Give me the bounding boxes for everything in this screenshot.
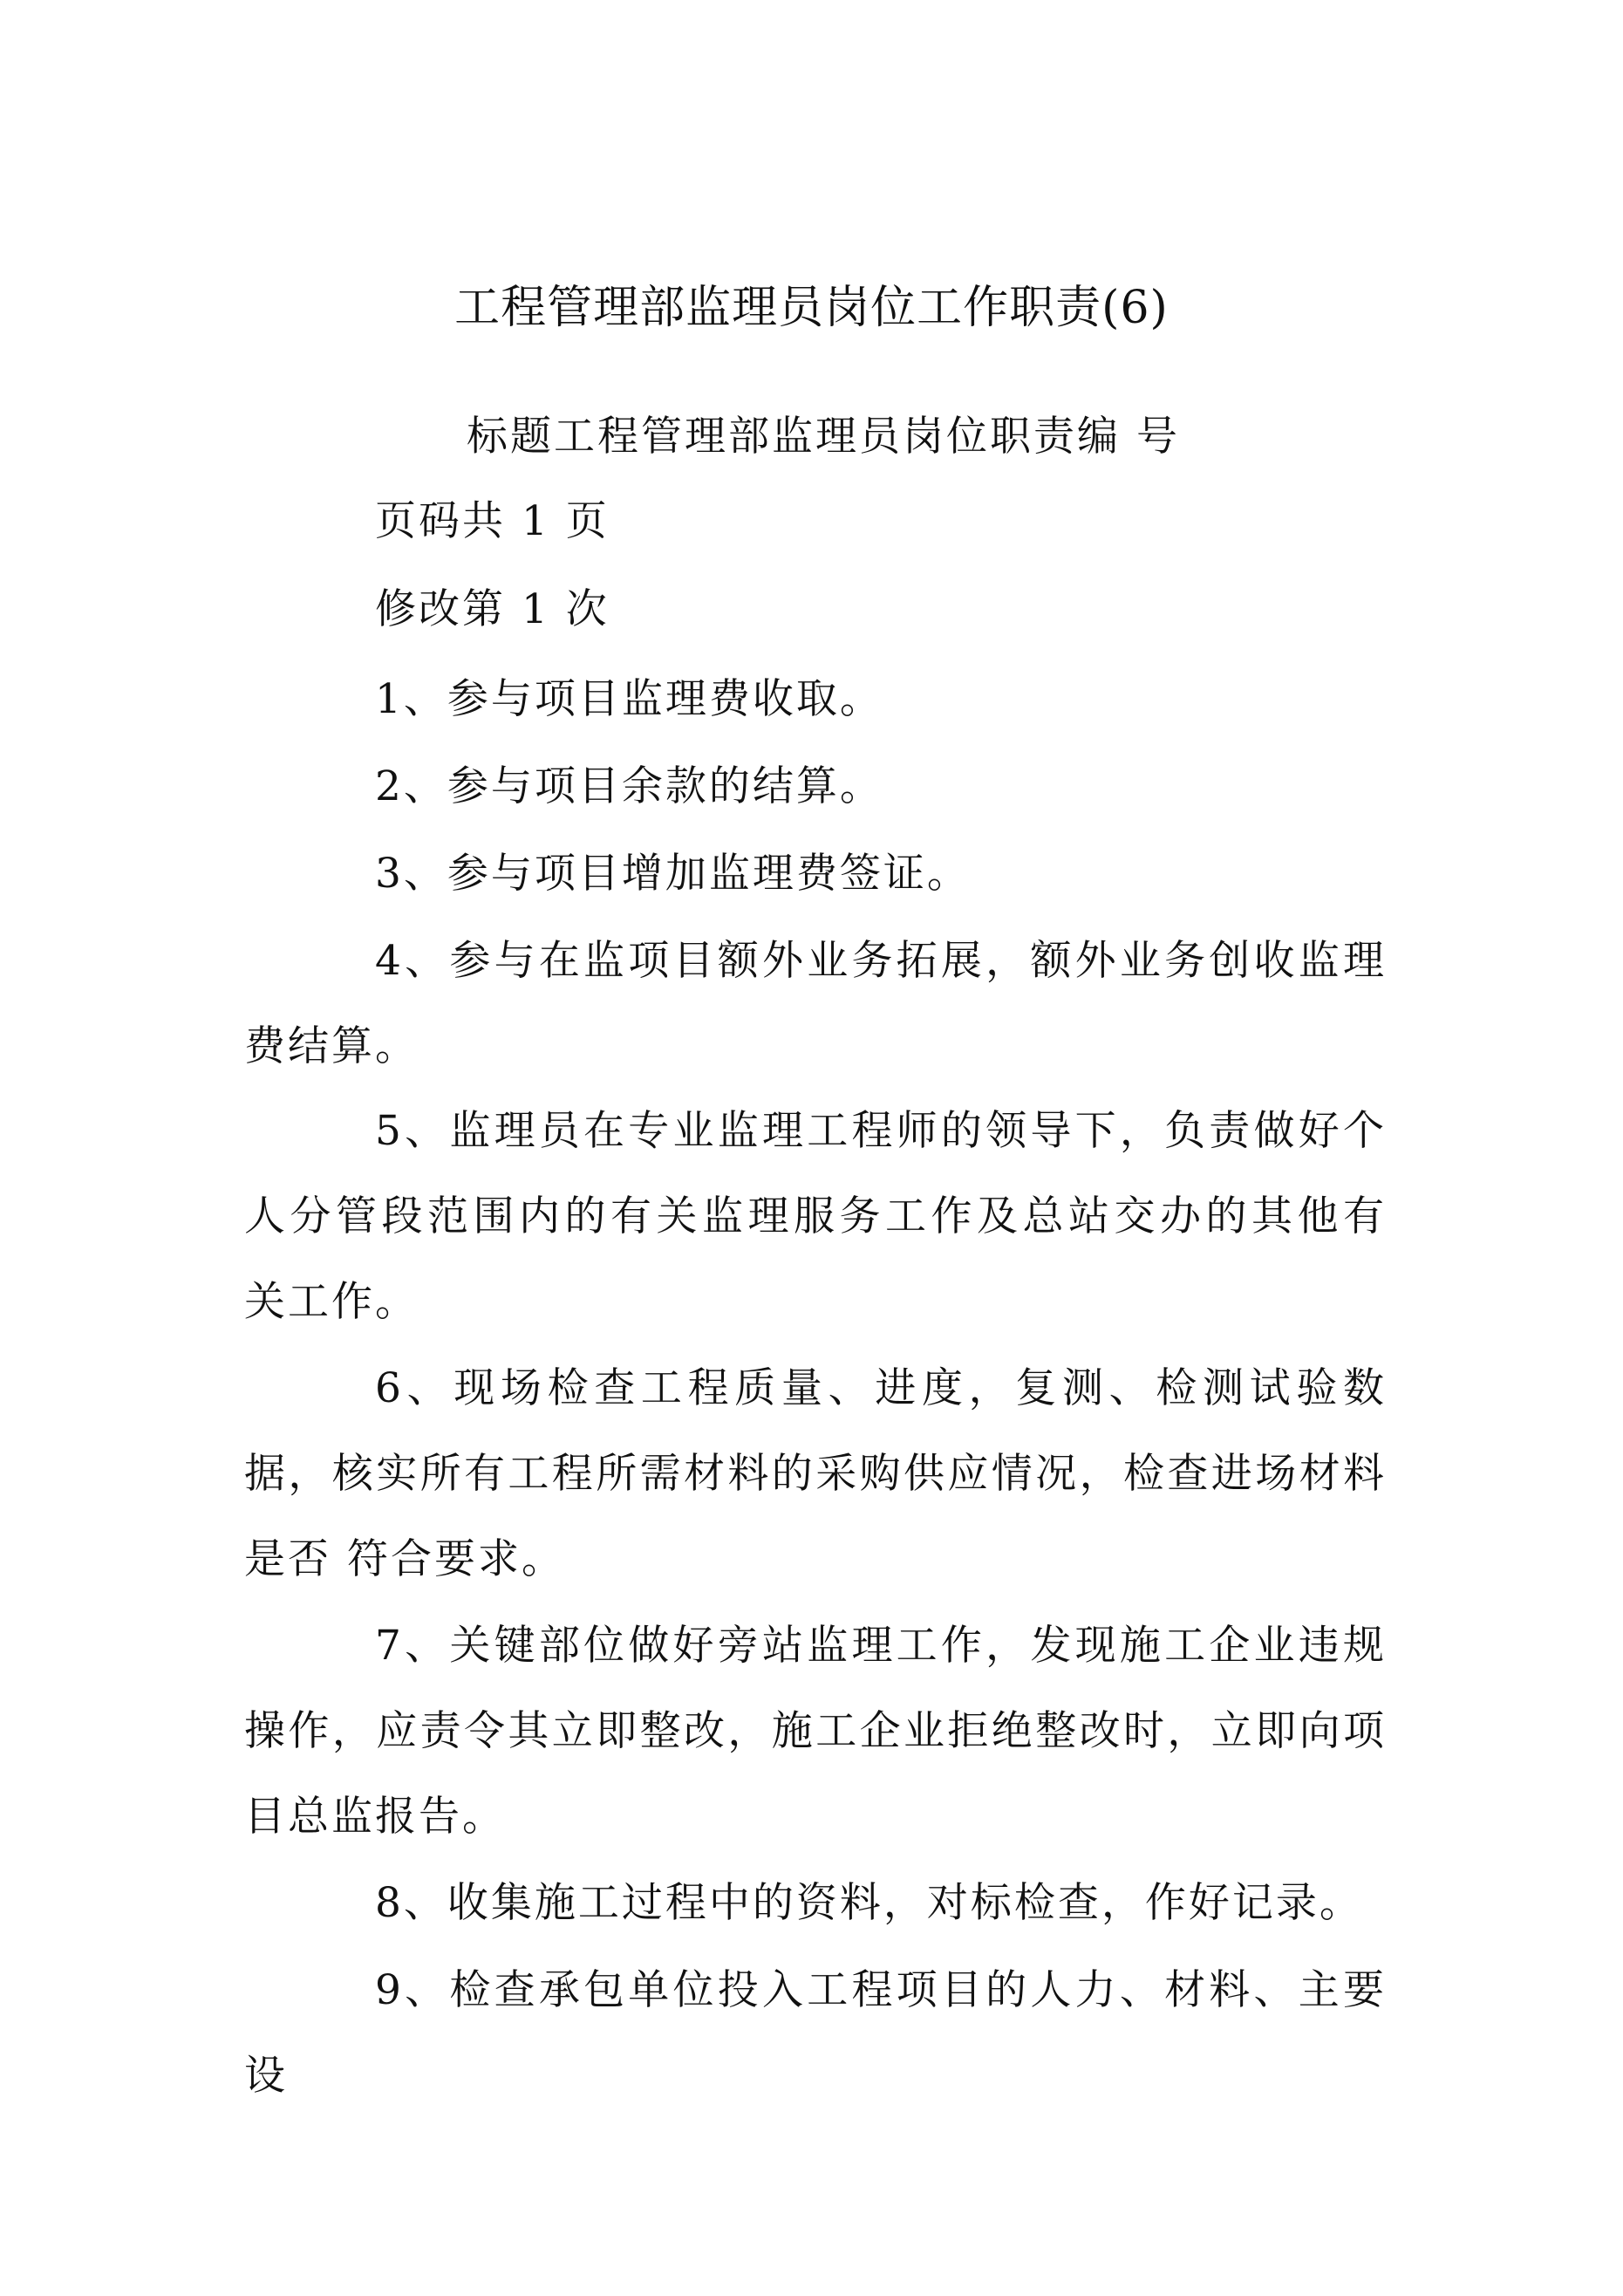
revision-info: 修改第 1 次 bbox=[375, 585, 610, 633]
duty-item-5: 5、监理员在专业监理工程师的领导下，负责做好个 人分管段范围内的有关监理服务工作及总站交办的其他有 关工作。 bbox=[244, 1107, 1387, 1326]
duty-item-1: 1、参与项目监理费收取。 bbox=[375, 675, 883, 723]
document-title: 工程管理部监理员岗位工作职责(6) bbox=[454, 282, 1169, 334]
duty-item-7: 7、关键部位做好旁站监理工作，发现施工企业违规 操作，应责令其立即整改，施工企业拒绝整改时，立即向项 目总监报告。 bbox=[244, 1622, 1387, 1841]
duty-item-2: 2、参与项目余款的结算。 bbox=[375, 762, 883, 810]
duty-item-9: 9、检查承包单位投入工程项目的人力、材料、主要 设 bbox=[244, 1966, 1387, 2100]
duty-item-8: 8、收集施工过程中的资料，对标检查，作好记录。 bbox=[375, 1879, 1363, 1927]
duty-item-6: 6、现场检查工程质量、进度，复测、检测试验数据，核实所有工程所需材料的采购供应情况，检查进场材料是否 符合要求。 bbox=[244, 1364, 1387, 1583]
duty-item-4: 4、参与在监项目额外业务拓展，额外业务创收监理 费结算。 bbox=[244, 937, 1387, 1070]
duty-item-3: 3、参与项目增加监理费签证。 bbox=[375, 850, 971, 898]
document-subtitle: 标题工程管理部监理员岗位职责编 号 bbox=[467, 413, 1180, 461]
page-count-info: 页码共 1 页 bbox=[375, 497, 610, 545]
